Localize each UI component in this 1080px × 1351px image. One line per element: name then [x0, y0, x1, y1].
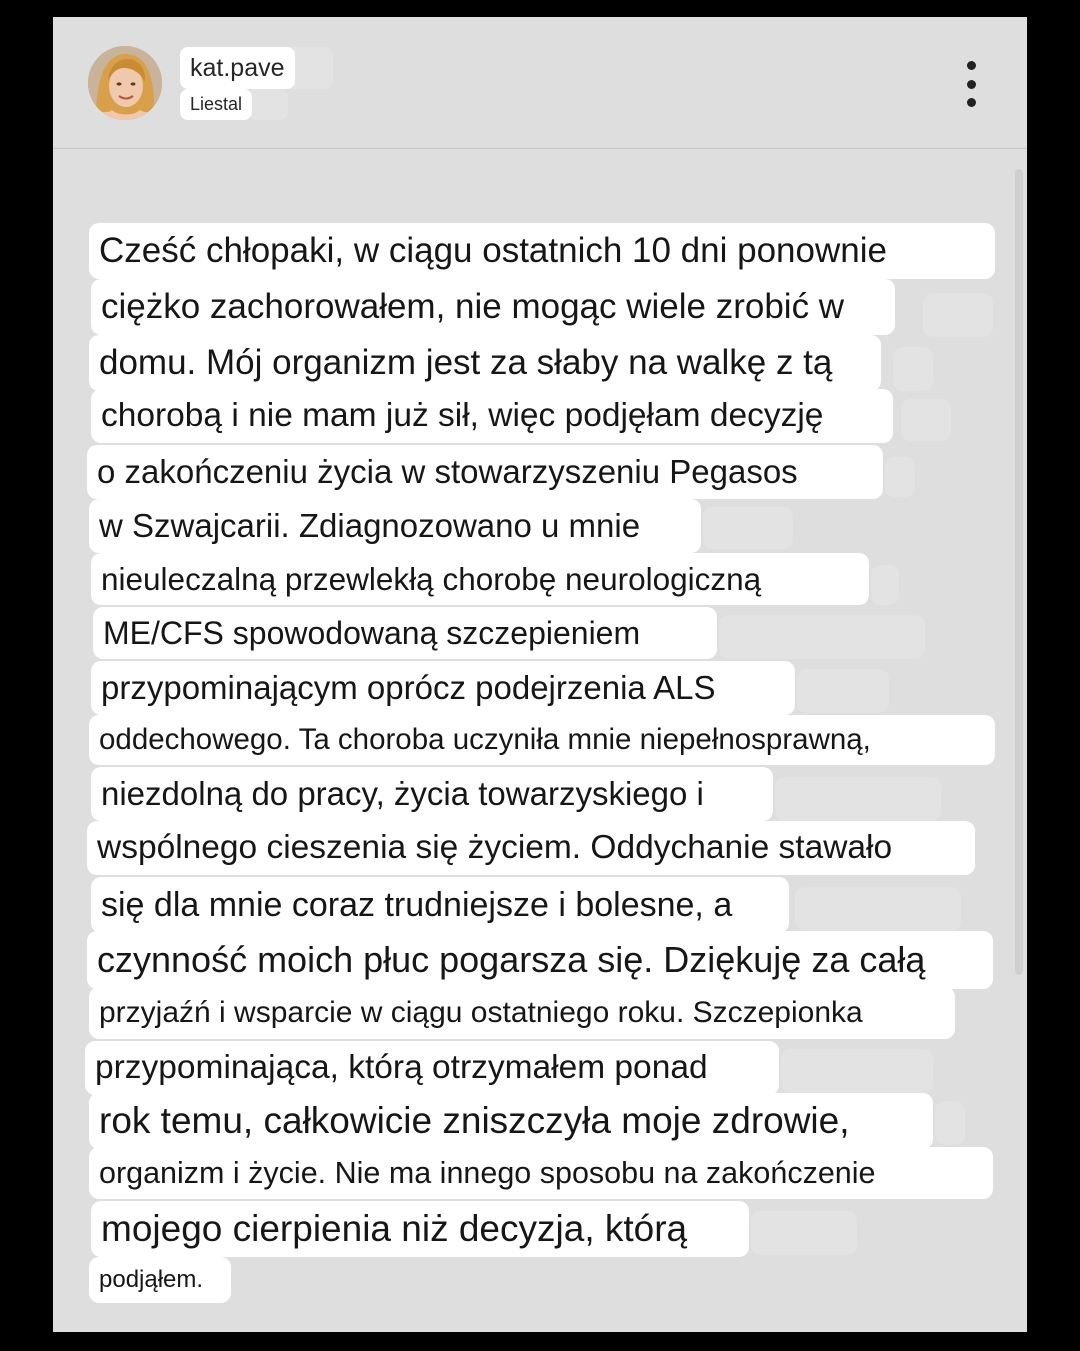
redaction-smudge: [775, 777, 941, 821]
redaction-smudge: [901, 399, 951, 441]
caption-line: niezdolną do pracy, życia towarzyskiego i: [91, 767, 773, 821]
redaction-smudge: [797, 669, 889, 713]
more-vertical-icon[interactable]: [953, 61, 989, 107]
caption-line: Cześć chłopaki, w ciągu ostatnich 10 dni ponownie: [89, 223, 995, 279]
caption-line: chorobą i nie mam już sił, więc podjęłam decyzję: [91, 389, 893, 443]
caption-line: domu. Mój organizm jest za słaby na walkę z tą: [89, 335, 881, 391]
caption-line: wspólnego cieszenia się życiem. Oddychanie stawało: [87, 821, 975, 875]
caption-line: rok temu, całkowicie zniszczyła moje zdrowie,: [89, 1093, 933, 1149]
profile-avatar-icon[interactable]: [88, 46, 162, 120]
caption-line: czynność moich płuc pogarsza się. Dziękuję za całą: [87, 931, 993, 989]
redaction-smudge: [781, 1049, 933, 1093]
post-card: [53, 17, 1027, 1332]
post-header: [53, 17, 1027, 149]
redaction-smudge: [719, 615, 925, 659]
caption-line: organizm i życie. Nie ma innego sposobu na zakończenie: [89, 1147, 993, 1199]
redaction-smudge: [923, 293, 993, 337]
caption-line: nieuleczalną przewlekłą chorobę neurologiczną: [91, 553, 869, 605]
caption-line: mojego cierpienia niż decyzja, którą: [91, 1201, 749, 1257]
caption-line: w Szwajcarii. Zdiagnozowano u mnie: [89, 499, 701, 553]
caption-line: przypominająca, którą otrzymałem ponad: [85, 1041, 779, 1095]
caption-line: oddechowego. Ta choroba uczyniła mnie niepełnosprawną,: [89, 715, 995, 765]
caption-line: o zakończeniu życia w stowarzyszeniu Pegasos: [87, 445, 883, 499]
caption-line: ME/CFS spowodowaną szczepieniem: [93, 607, 717, 659]
redaction-smudge: [248, 89, 288, 120]
caption-line: podjąłem.: [89, 1257, 231, 1303]
redaction-smudge: [703, 507, 793, 549]
redaction-smudge: [751, 1211, 857, 1255]
caption-line: się dla mnie coraz trudniejsze i bolesne, a: [91, 877, 789, 933]
caption-line: ciężko zachorowałem, nie mogąc wiele zrobić w: [91, 279, 895, 335]
scrollbar[interactable]: [1015, 169, 1023, 975]
redaction-smudge: [893, 347, 933, 391]
location-label[interactable]: Liestal: [180, 89, 252, 120]
redaction-smudge: [871, 565, 899, 605]
caption-line: przyjaźń i wsparcie w ciągu ostatniego roku. Szczepionka: [89, 987, 955, 1039]
username[interactable]: kat.pave: [180, 47, 295, 89]
redaction-smudge: [885, 457, 915, 497]
caption-line: przypominającym oprócz podejrzenia ALS: [91, 661, 795, 715]
redaction-smudge: [935, 1101, 965, 1145]
redaction-smudge: [795, 887, 961, 931]
